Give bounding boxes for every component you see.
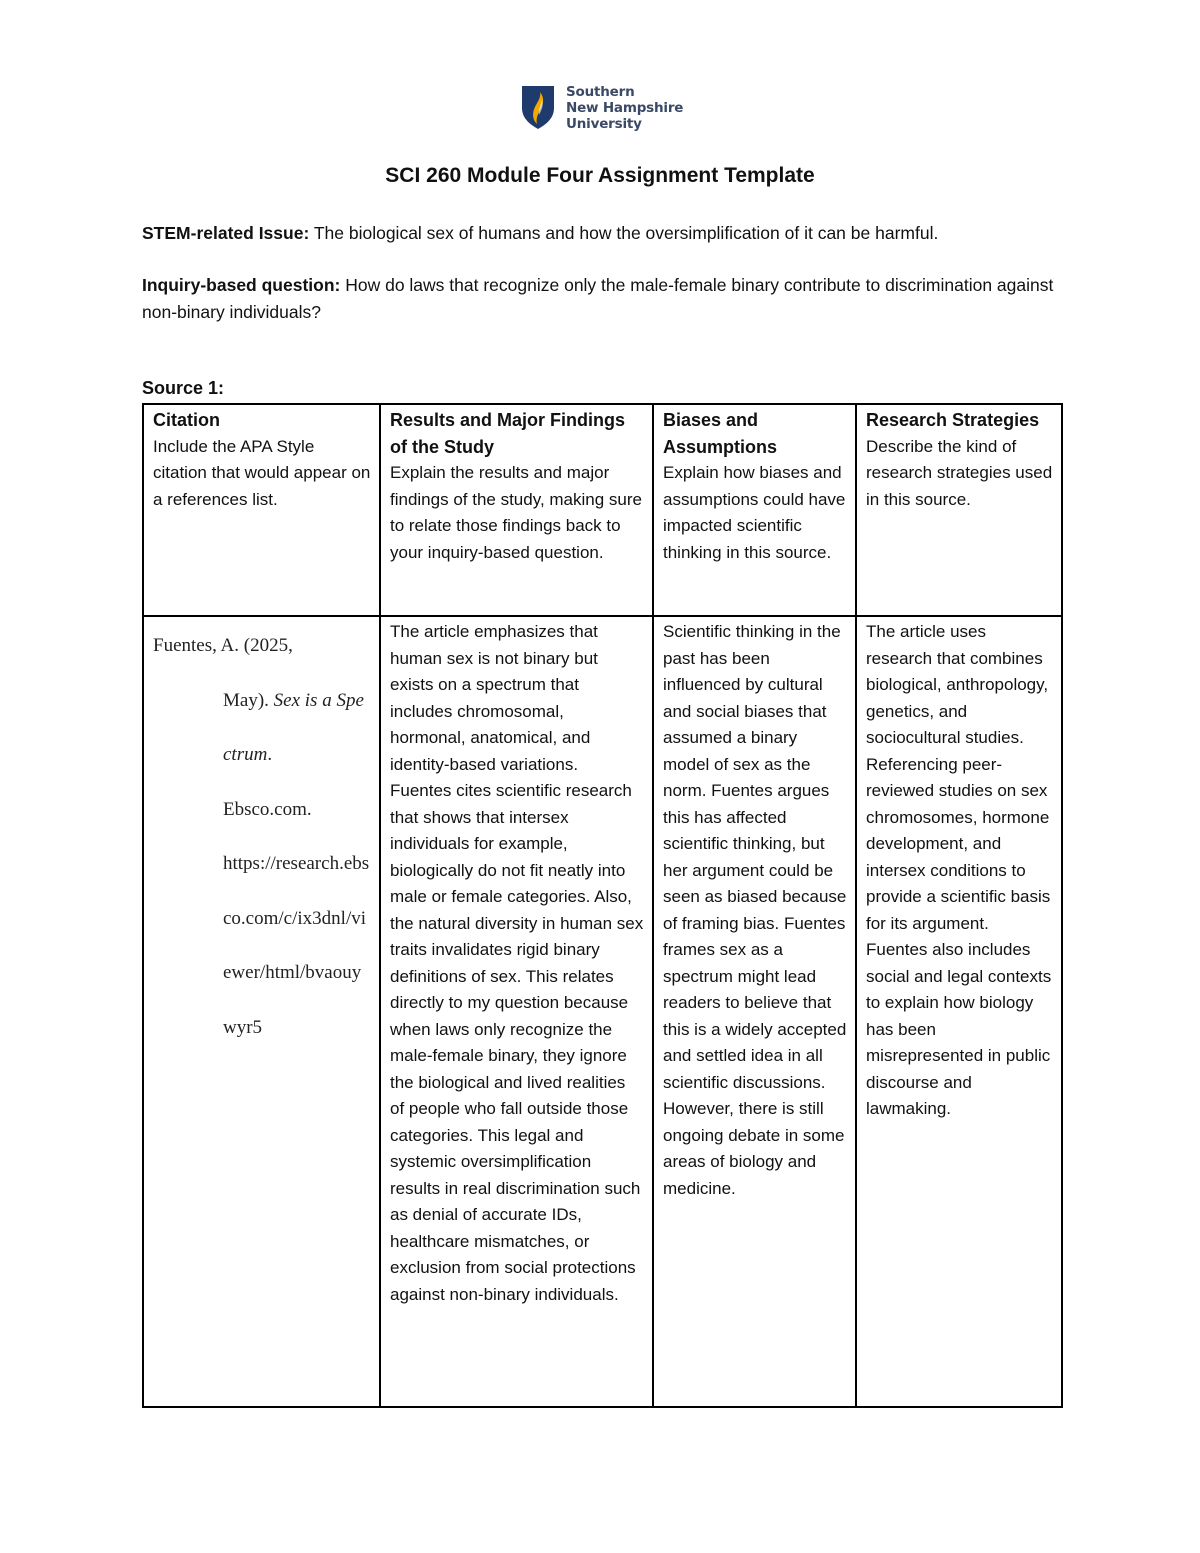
header-citation — [143, 404, 380, 616]
header-desc: Include the APA Style citation that would appear on a references list. — [153, 436, 371, 509]
page-title: SCI 260 Module Four Assignment Template — [385, 164, 815, 187]
stem-issue-label: STEM-related Issue: — [142, 223, 310, 243]
inquiry-question — [142, 272, 1062, 326]
header-desc: Explain how biases and assumptions could have impacted scientific thinking in this source. — [663, 463, 846, 562]
citation-date: May). — [223, 689, 274, 711]
inquiry-question-label: Inquiry-based question: — [142, 275, 341, 295]
source-table — [142, 403, 1063, 1408]
header-title: Citation — [153, 410, 220, 430]
biases-cell — [653, 616, 856, 1407]
header-title: Results and Major Findings of the Study — [390, 410, 626, 457]
citation-author: Fuentes, A. (2025, — [153, 635, 293, 656]
university-name — [566, 84, 683, 132]
table-header-row — [143, 404, 1062, 616]
header-title: Biases and Assumptions — [663, 410, 778, 457]
header-results — [380, 404, 653, 616]
stem-issue — [142, 220, 1062, 247]
citation-url: https://research.ebsco.com/c/ix3dnl/viewer/html/bvaouywyr5 — [223, 853, 370, 1038]
source-label: Source 1: — [142, 378, 225, 398]
header-strategies — [856, 404, 1062, 616]
citation-title: Sex is a Spectrum — [223, 689, 364, 765]
citation-cell — [143, 616, 380, 1407]
strategies-text: The article uses research that combines biological, anthropology, genetics, and sociocultural studies. Referencing peer-reviewed studies on sex chromosomes, hormone development, and intersex conditions to provide a scientific basis for its argument. Fuentes also includes social and legal contexts to explain how biology has been misrepresented in public discourse and lawmaking. — [866, 622, 1052, 1118]
header-biases — [653, 404, 856, 616]
citation-publisher: Ebsco.com. — [223, 798, 312, 820]
logo-line-1: Southern — [566, 84, 635, 100]
logo-line-3: University — [566, 116, 642, 132]
table-row — [143, 616, 1062, 1407]
university-logo — [520, 84, 690, 132]
logo-line-2: New Hampshire — [566, 100, 684, 116]
header-desc: Describe the kind of research strategies used in this source. — [866, 436, 1053, 509]
header-title: Research Strategies — [866, 410, 1040, 430]
results-text: The article emphasizes that human sex is not binary but exists on a spectrum that includes chromosomal, hormonal, anatomical, and identity-based variations. Fuentes cites scientific research that shows that intersex individuals for example, biologically do not fit neatly into male or female categories. Also, the natural diversity in human sex traits invalidates rigid binary definitions of sex. This relates directly to my question because when laws only recognize the male-female binary, they ignore the biological and lived realities of people who fall outside those categories. This legal and systemic oversimplification results in real discrimination such as denial of accurate IDs, healthcare mismatches, or exclusion from social protections against non-binary individuals. — [390, 622, 644, 1304]
flame-shield-icon — [520, 84, 556, 130]
stem-issue-text: The biological sex of humans and how the oversimplification of it can be harmful. — [309, 223, 939, 243]
citation-body — [153, 674, 371, 1056]
results-cell — [380, 616, 653, 1407]
citation-period: . — [267, 744, 273, 765]
strategies-cell — [856, 616, 1062, 1407]
header-desc: Explain the results and major findings of the study, making sure to relate those findings back to your inquiry-based question. — [390, 463, 642, 562]
inquiry-question-text: How do laws that recognize only the male-female binary contribute to discrimination against non-binary individuals? — [142, 275, 1054, 322]
biases-text: Scientific thinking in the past has been influenced by cultural and social biases that assumed a binary model of sex as the norm. Fuentes argues this has affected scientific thinking, but her argument could be seen as biased because of framing bias. Fuentes frames sex as a spectrum might lead readers to believe that this is a widely accepted and settled idea in all scientific discussions. However, there is still ongoing debate in some areas of biology and medicine. — [663, 622, 847, 1198]
